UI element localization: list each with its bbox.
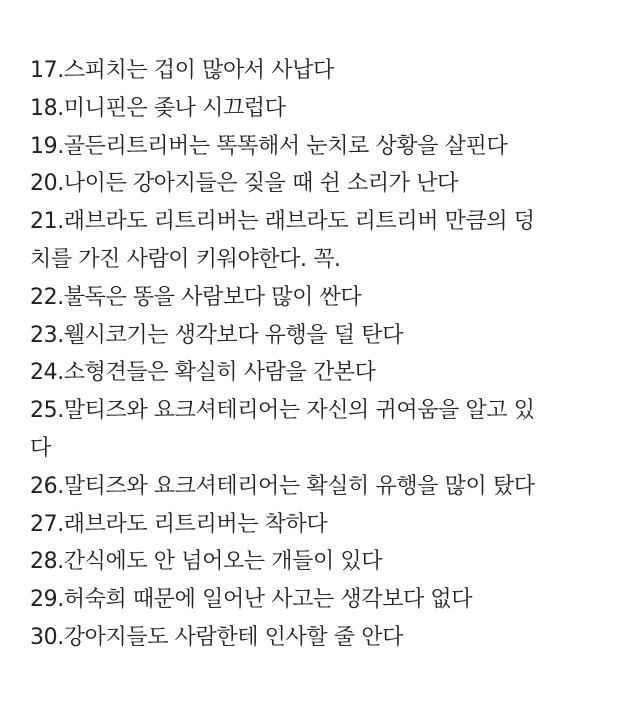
- text-line: 25.말티즈와 요크셔테리어는 자신의 귀여움을 알고 있: [30, 398, 535, 424]
- text-line: 27.래브라도 리트리버는 착하다: [30, 511, 328, 537]
- text-line: 24.소형견들은 확실히 사람을 간본다: [30, 360, 376, 386]
- text-line: 28.간식에도 안 넘어오는 개들이 있다: [30, 549, 383, 575]
- text-line: 29.허숙희 때문에 일어난 사고는 생각보다 없다: [30, 587, 473, 613]
- text-line: 17.스피치는 겁이 많아서 사납다: [30, 58, 334, 83]
- text-line: 30.강아지들도 사람한테 인사할 줄 안다: [30, 624, 403, 650]
- text-line: 23.웰시코기는 생각보다 유행을 덜 탄다: [30, 322, 403, 348]
- text-line: 26.말티즈와 요크셔테리어는 확실히 유행을 많이 탔다: [30, 473, 535, 499]
- text-line: 22.불독은 똥을 사람보다 많이 싼다: [30, 284, 362, 310]
- text-line: 20.나이든 강아지들은 짖을 때 쉰 소리가 난다: [30, 171, 458, 197]
- text-line: 치를 가진 사람이 키워야한다. 꼭.: [30, 246, 341, 272]
- document-body: [30, 52, 620, 657]
- text-line: 19.골든리트리버는 똑똑해서 눈치로 상황을 살핀다: [30, 133, 508, 159]
- text-line: 21.래브라도 리트리버는 래브라도 리트리버 만큼의 덩: [30, 209, 535, 235]
- text-line: 다: [30, 435, 51, 461]
- text-line: 18.미니핀은 좆나 시끄럽다: [30, 95, 286, 121]
